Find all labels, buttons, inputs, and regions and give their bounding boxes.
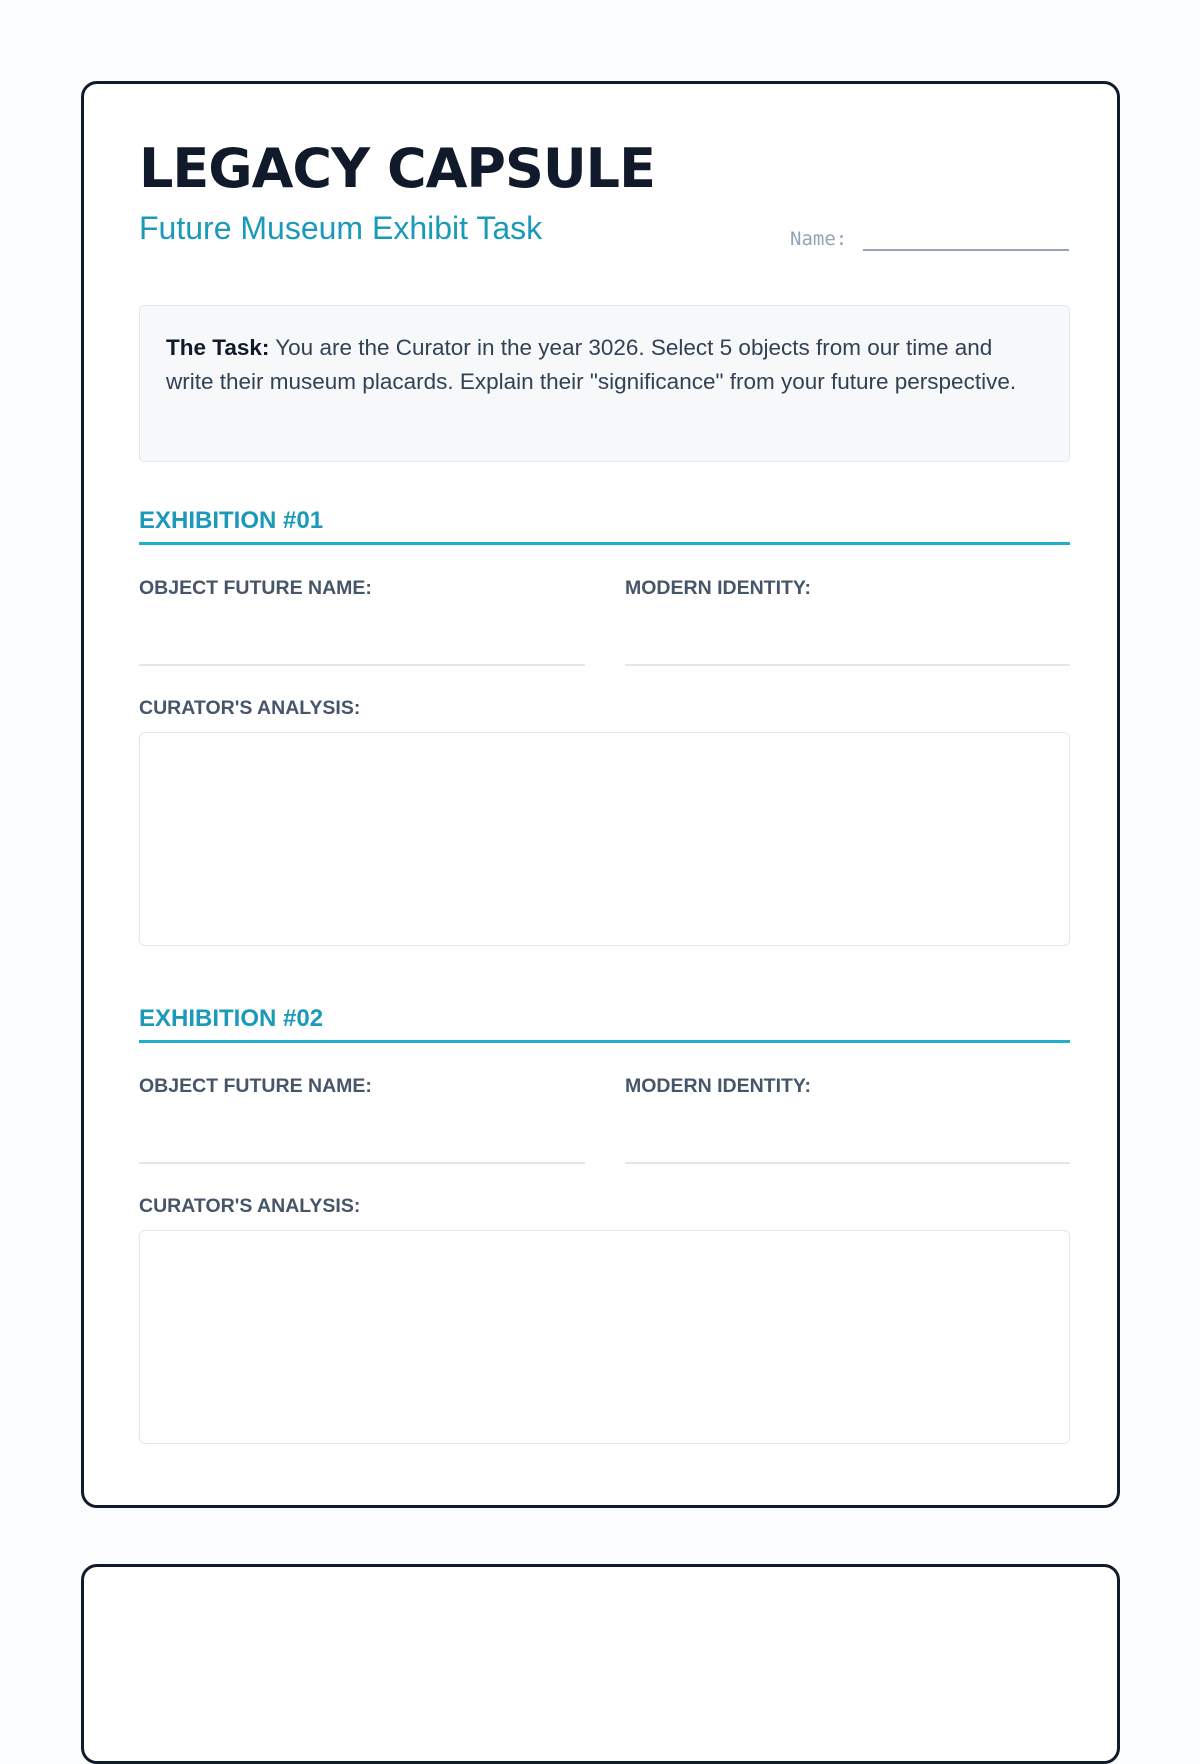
exhibition-title: EXHIBITION #01 <box>139 501 1070 545</box>
worksheet-page <box>81 81 1120 1508</box>
curator-analysis-box[interactable] <box>139 732 1070 946</box>
task-label: The Task: <box>166 335 270 360</box>
modern-identity-label: MODERN IDENTITY: <box>625 1075 811 1097</box>
exhibition-fields <box>139 545 1070 666</box>
exhibition-title: EXHIBITION #02 <box>139 999 1070 1043</box>
modern-identity-line[interactable] <box>625 664 1070 666</box>
exhibition-fields <box>139 1043 1070 1164</box>
exhibition-section <box>139 501 1070 946</box>
object-future-name-field[interactable] <box>139 545 585 666</box>
object-future-name-line[interactable] <box>139 1162 585 1164</box>
object-future-name-label: OBJECT FUTURE NAME: <box>139 577 372 599</box>
object-future-name-label: OBJECT FUTURE NAME: <box>139 1075 372 1097</box>
curator-analysis-label: CURATOR'S ANALYSIS: <box>139 1195 361 1217</box>
modern-identity-field[interactable] <box>625 545 1070 666</box>
next-worksheet-page <box>81 1564 1120 1764</box>
modern-identity-line[interactable] <box>625 1162 1070 1164</box>
worksheet-title: LEGACY CAPSULE <box>139 137 655 200</box>
modern-identity-label: MODERN IDENTITY: <box>625 577 811 599</box>
name-write-line[interactable] <box>863 249 1069 251</box>
curator-analysis-box[interactable] <box>139 1230 1070 1444</box>
worksheet-subtitle: Future Museum Exhibit Task <box>139 210 543 246</box>
curator-analysis-label: CURATOR'S ANALYSIS: <box>139 697 361 719</box>
object-future-name-field[interactable] <box>139 1043 585 1164</box>
modern-identity-field[interactable] <box>625 1043 1070 1164</box>
task-text: You are the Curator in the year 3026. Select 5 objects from our time and write their museum placards. Explain their "significance" from your future perspective. <box>166 335 1017 394</box>
object-future-name-line[interactable] <box>139 664 585 666</box>
exhibition-section <box>139 999 1070 1444</box>
name-field[interactable] <box>790 225 1070 255</box>
task-instructions <box>139 305 1070 462</box>
name-label: Name: <box>790 228 848 250</box>
